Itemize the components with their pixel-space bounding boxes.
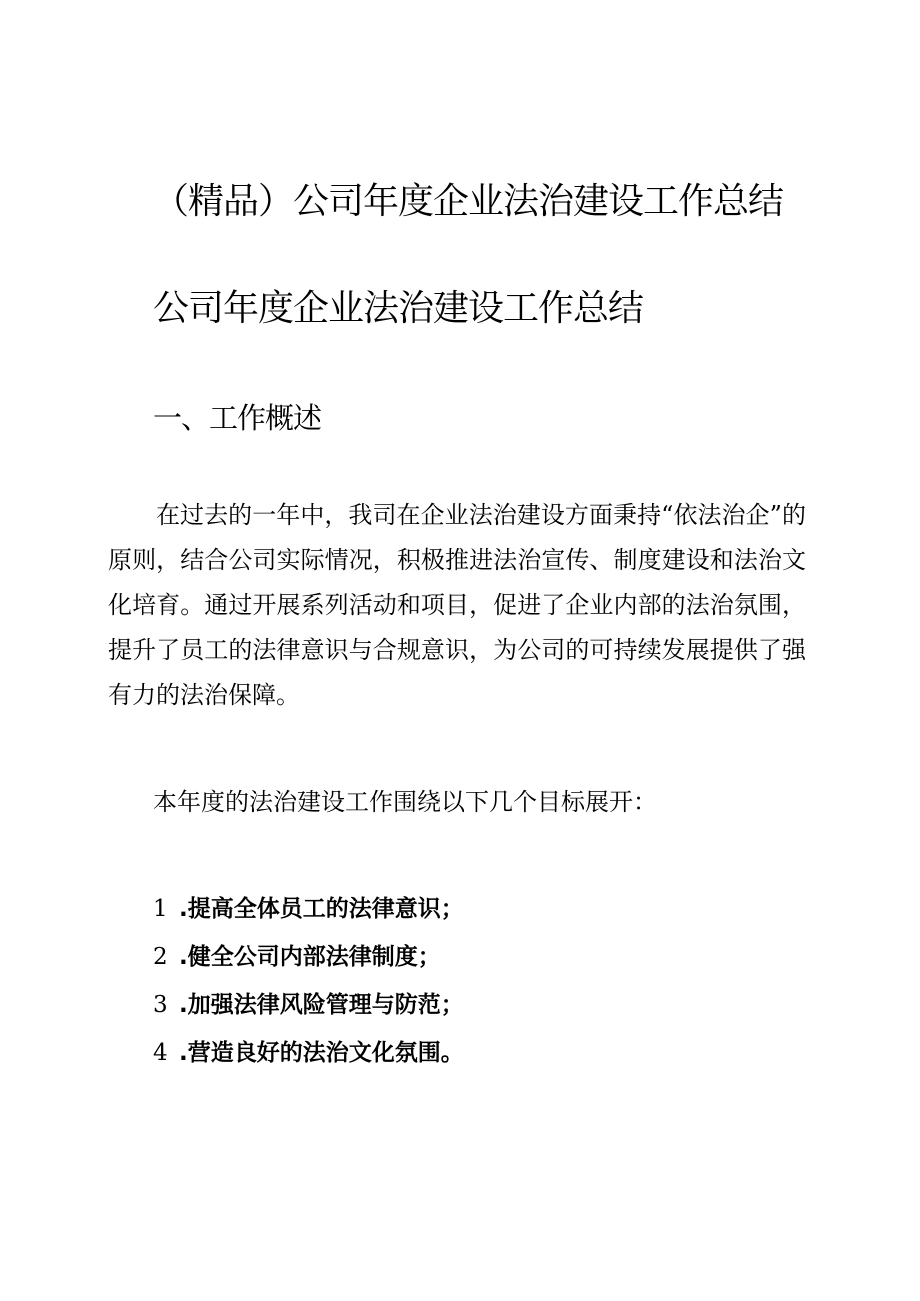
goal-text: .加强法律风险管理与防范； [179,992,464,1018]
goal-item [153,981,464,1029]
goal-item [153,885,464,933]
goal-item [153,933,464,981]
goal-text: .健全公司内部法律制度； [179,944,441,970]
document-subtitle: 公司年度企业法治建设工作总结 [153,288,644,329]
section-heading-overview: 一、工作概述 [153,401,322,435]
goal-number: 4 [153,1040,168,1066]
document-title: （精品）公司年度企业法治建设工作总结 [153,181,784,222]
overview-paragraph: 在过去的一年中，我司在企业法治建设方面秉持“依法治企”的原则，结合公司实际情况，积极推进法治宣传、制度建设和法治文化培育。通过开展系列活动和项目，促进了企业内部的法治氛围，提升了员工的法律意识与合规意识，为公司的可持续发展提供了强有力的法治保障。 [108,501,806,709]
goal-text: .营造良好的法治文化氛围。 [179,1040,464,1066]
goal-list [153,885,464,1077]
goal-text: .提高全体员工的法律意识； [179,896,464,922]
goal-number: 2 [153,944,168,970]
goal-number: 1 [153,896,168,922]
goal-item [153,1029,464,1077]
goals-intro-line: 本年度的法治建设工作围绕以下几个目标展开： [153,788,657,816]
goal-number: 3 [153,992,168,1018]
